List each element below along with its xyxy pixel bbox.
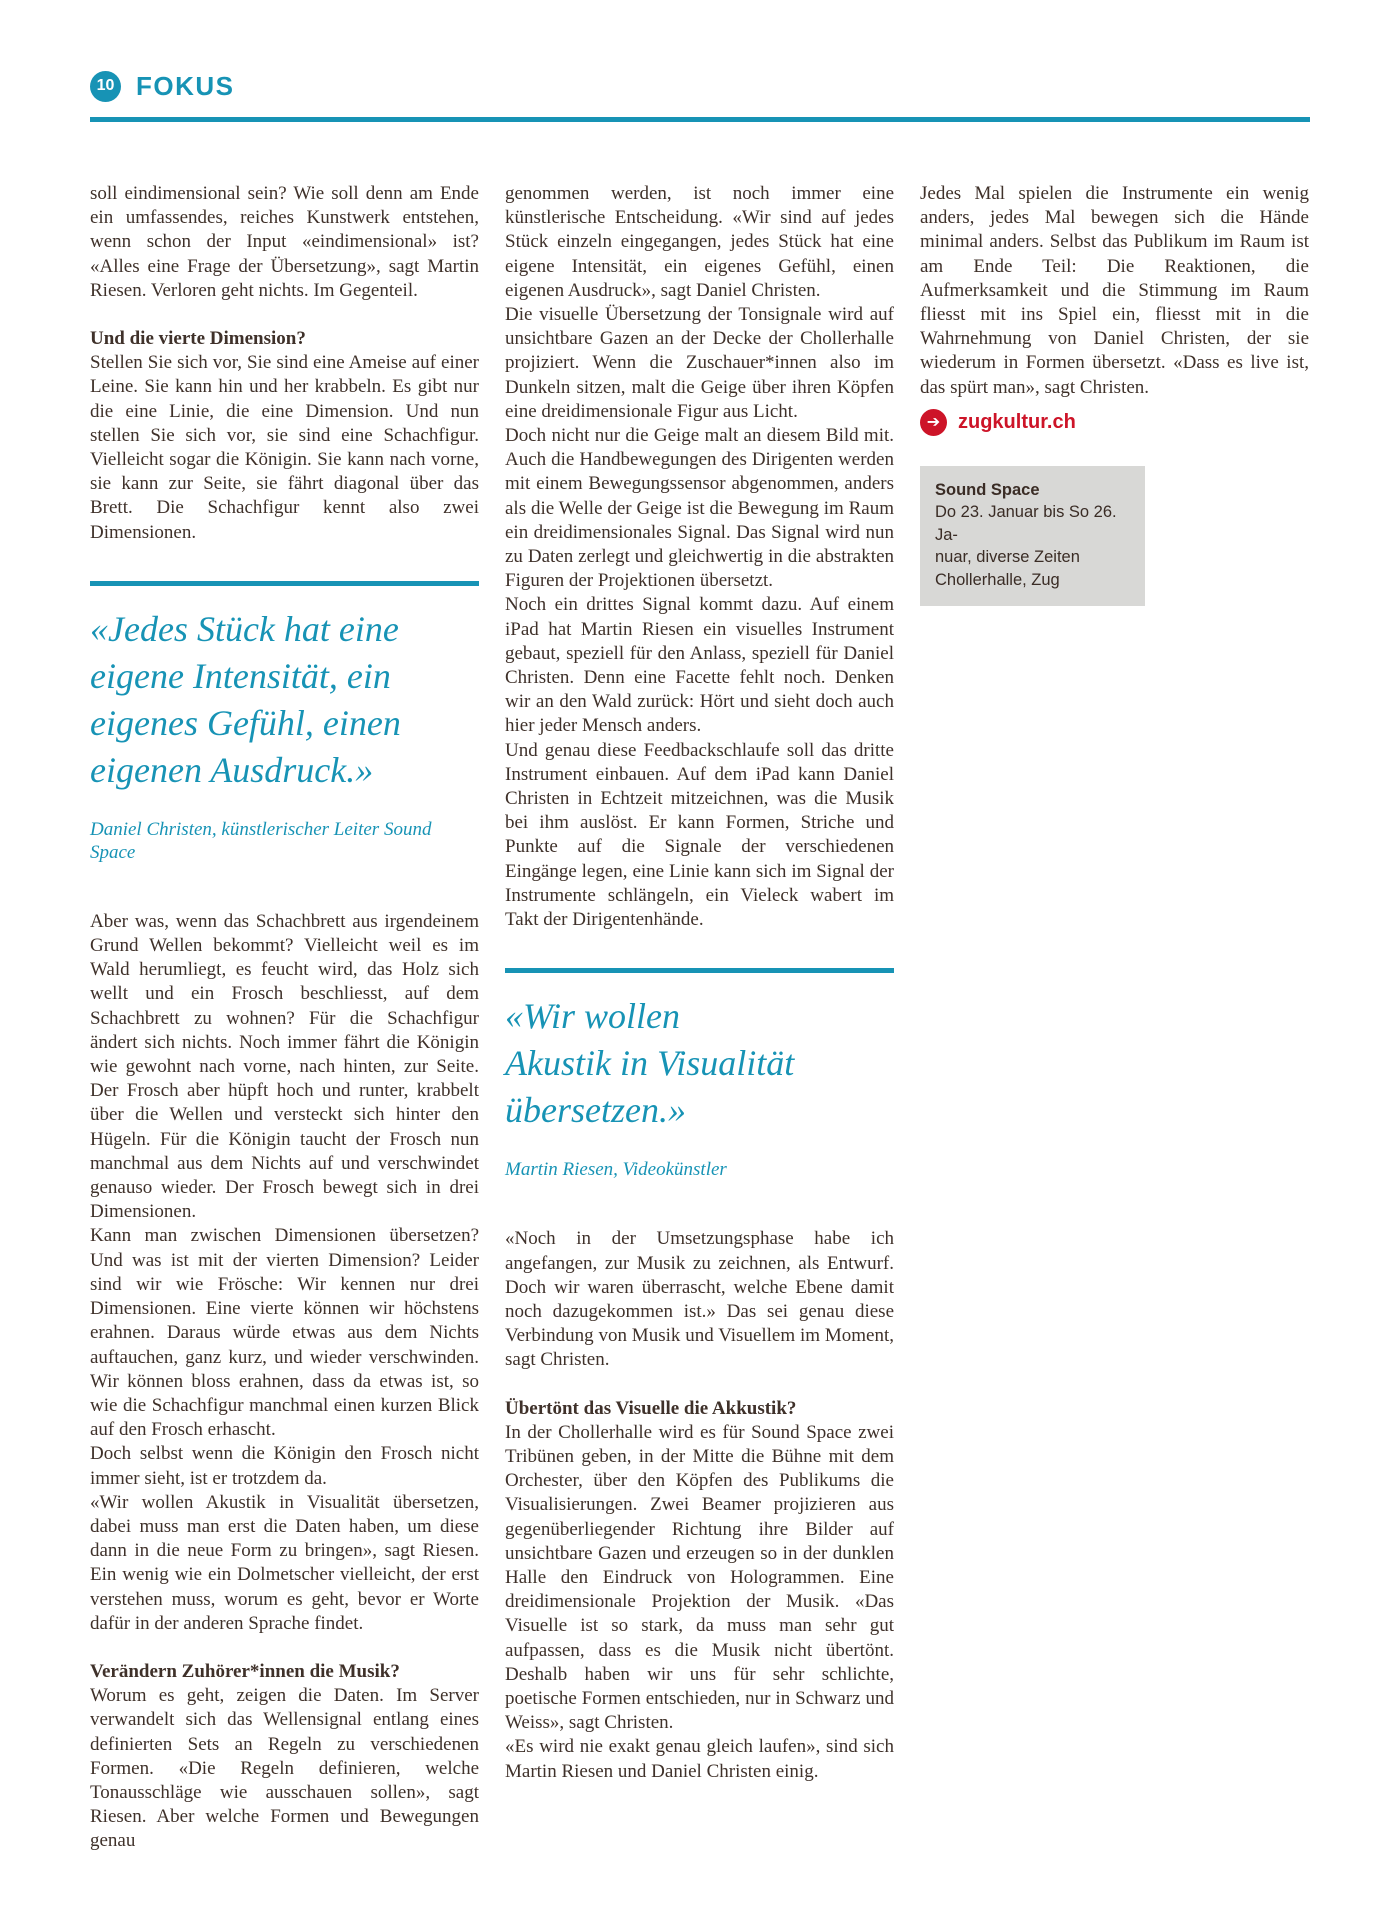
body-paragraph: «Noch in der Umsetzungsphase habe ich angefangen, zur Musik zu zeichnen, als Entwurf. Doch wir waren überrascht, welche Ebene damit noch dazugekommen ist.» Das sei genau diese Verbindung von Musik und Visuellem im Moment, sagt Christen. (505, 1228, 894, 1371)
zugkultur-link[interactable] (920, 409, 1309, 436)
page-number: 10 (96, 77, 115, 94)
event-date-line: nuar, diverse Zeiten (935, 548, 1080, 567)
header-rule (90, 117, 1310, 122)
body-paragraph: Aber was, wenn das Schachbrett aus irgendeinem Grund Wellen bekommt? Vielleicht weil es im Wald herumliegt, es feucht wird, das Holz sich wellt und ein Frosch beschliesst, auf dem Schachbrett zu wohnen? Für die Schachfigur ändert sich nichts. Noch immer fährt die Königin wie gewohnt nach vorne, nach hinten, zur Seite. Der Frosch aber hüpft hoch und runter, krabbelt über die Wellen und versteckt sich hinter den Hügeln. Für die Königin taucht der Frosch nun manchmal aus dem Nichts auf und verschwindet genauso wieder. Der Frosch bewegt sich in drei Dimensionen. (90, 910, 479, 1223)
event-location-line: Chollerhalle, Zug (935, 570, 1060, 589)
body-paragraph: «Es wird nie exakt genau gleich laufen», sind sich Martin Riesen und Daniel Christen einig. (505, 1736, 894, 1782)
pull-quote-christen (90, 581, 479, 864)
arrow-right-icon: ➔ (920, 409, 947, 436)
body-paragraph: Noch ein drittes Signal kommt dazu. Auf einem iPad hat Martin Riesen ein visuelles Instrument gebaut, speziell für den Anlass, speziell für Daniel Christen. Denn eine Facette fehlt noch. Denken wir an den Wald zurück: Hört und sieht doch auch hier jeder Mensch anders. (505, 594, 894, 737)
section-title: FOKUS (136, 70, 235, 101)
pull-quote-text (505, 993, 894, 1134)
column-3 (920, 182, 1309, 1854)
body-paragraph: Jedes Mal spielen die Instrumente ein wenig anders, jedes Mal bewegen sich die Hände minimal anders. Selbst das Publikum im Raum ist am Ende Teil: Die Reaktionen, die Aufmerksamkeit und die Stimmung im Raum fliesst mit ins Spiel ein, fliesst mit in die Wahrnehmung von Daniel Christen, der sie wiederum in Formen übersetzt. «Dass es live ist, das spürt man», sagt Christen. (920, 183, 1309, 398)
quote-line: eigene Intensität, ein (90, 655, 391, 696)
quote-line: Akustik in Visualität (505, 1043, 795, 1084)
quote-line: eigenen Ausdruck.» (90, 749, 374, 790)
pull-quote-riesen (505, 968, 894, 1181)
page-header (90, 70, 1310, 102)
body-paragraph: genommen werden, ist noch immer eine künstlerische Entscheidung. «Wir sind auf jedes Stück einzeln eingegangen, jedes Stück hat eine eigene Intensität, ein eigenes Gefühl, einen eigenen Ausdruck», sagt Daniel Christen. (505, 183, 894, 301)
body-paragraph: Worum es geht, zeigen die Daten. Im Server verwandelt sich das Wellensignal entlang eines definierten Sets an Regeln zu verschiedenen Formen. «Die Regeln definieren, welche Tonausschläge wie ausschauen sollen», sagt Riesen. Aber welche Formen und Bewegungen genau (90, 1685, 479, 1852)
pull-quote-text (90, 606, 479, 794)
body-paragraph: Kann man zwischen Dimensionen übersetzen? Und was ist mit der vierten Dimension? Leider sind wir wie Frösche: Wir kennen nur drei Dimensionen. Eine vierte können wir höchstens erahnen. Daraus würde etwas aus dem Nichts auftauchen, ganz kurz, und wieder verschwinden. Wir können bloss erahnen, dass da etwas ist, so wie die Schachfigur manchmal einen kurzen Blick auf den Frosch erhascht. (90, 1225, 479, 1441)
body-paragraph: Doch selbst wenn die Königin den Frosch nicht immer sieht, ist er trotzdem da. (90, 1443, 479, 1489)
body-paragraph: Und genau diese Feedbackschlaufe soll das dritte Instrument einbauen. Auf dem iPad kann Daniel Christen in Echtzeit mitzeichnen, was die Musik bei ihm auslöst. Er kann Formen, Striche und Punkte auf die Signale der verschiedenen Eingänge legen, eine Linie kann sich im Signal der Instrumente schlängeln, ein Vieleck wabert im Takt der Dirigentenhände. (505, 739, 894, 931)
quote-line: übersetzen.» (505, 1090, 686, 1131)
quote-attribution: Daniel Christen, künstlerischer Leiter Sound Space (90, 818, 432, 863)
body-paragraph: Stellen Sie sich vor, Sie sind eine Ameise auf einer Leine. Sie kann hin und her krabbeln. Es gibt nur die eine Linie, die eine Dimension. Und nun stellen Sie sich vor, sie sind eine Schachfigur. Vielleicht sogar die Königin. Sie kann nach vorne, sie kann zur Seite, sie fährt diagonal über das Brett. Die Schachfigur kennt also zwei Dimensionen. (90, 352, 479, 543)
quote-attribution: Martin Riesen, Videokünstler (505, 1159, 727, 1181)
event-date-line: Do 23. Januar bis So 26. Ja- (935, 503, 1117, 544)
subheading-vierte-dimension: Und die vierte Dimension? (90, 328, 306, 350)
article-columns (90, 182, 1310, 1854)
quote-line: eigenes Gefühl, einen (90, 702, 401, 743)
quote-line: «Wir wollen (505, 996, 681, 1037)
body-paragraph: Doch nicht nur die Geige malt an diesem Bild mit. Auch die Handbewegungen des Dirigenten werden mit einem Bewegungssensor abgenommen, anders als die Welle der Geige ist die Bewegung im Raum ein dreidimensionales Signal. Das Signal wird nun zu Daten zerlegt und gleichwertig in die abstrakten Figuren der Projektionen übersetzt. (505, 425, 894, 592)
column-1 (90, 182, 479, 1854)
subheading-uebertoent-visuelle: Übertönt das Visuelle die Akkustik? (505, 1397, 797, 1419)
column-2 (505, 182, 894, 1854)
event-title: Sound Space (935, 480, 1040, 499)
body-paragraph: «Wir wollen Akustik in Visualität übersetzen, dabei muss man erst die Daten haben, um diese dann in die neue Form zu bringen», sagt Riesen. Ein wenig wie ein Dolmetscher vielleicht, der erst verstehen muss, worum es geht, bevor er Worte dafür in der anderen Sprache findet. (90, 1491, 479, 1634)
body-paragraph: In der Chollerhalle wird es für Sound Space zwei Tribünen geben, in der Mitte die Bühne mit dem Orchester, über den Köpfen des Publikums die Visualisierungen. Zwei Beamer projizieren aus gegenüberliegender Richtung ihre Bilder auf unsichtbare Gazen und erzeugen so in der dunklen Halle den Eindruck von Hologrammen. Eine dreidimensionale Projektion der Musik. «Das Visuelle ist so stark, da muss man sehr gut aufpassen, dass es die Musik nicht übertönt. Deshalb haben wir uns für sehr schlichte, poetische Formen entschieden, nur in Schwarz und Weiss», sagt Christen. (505, 1421, 894, 1734)
subheading-veraendern-zuhoerer: Verändern Zuhörer*innen die Musik? (90, 1660, 400, 1682)
body-paragraph: soll eindimensional sein? Wie soll denn am Ende ein umfassendes, reiches Kunstwerk entstehen, wenn schon der Input «eindimensional» ist? «Alles eine Frage der Übersetzung», sagt Martin Riesen. Verloren geht nichts. Im Gegenteil. (90, 183, 479, 301)
body-paragraph: Die visuelle Übersetzung der Tonsignale wird auf unsichtbare Gazen an der Decke der Chollerhalle projiziert. Wenn die Zuschauer*innen also im Dunkeln sitzen, malt die Geige über ihren Köpfen eine dreidimensionale Figur aus Licht. (505, 304, 894, 422)
zugkultur-link-label: zugkultur.ch (958, 410, 1076, 433)
event-info-box (920, 466, 1145, 607)
page-number-badge (90, 71, 121, 102)
quote-line: «Jedes Stück hat eine (90, 608, 399, 649)
